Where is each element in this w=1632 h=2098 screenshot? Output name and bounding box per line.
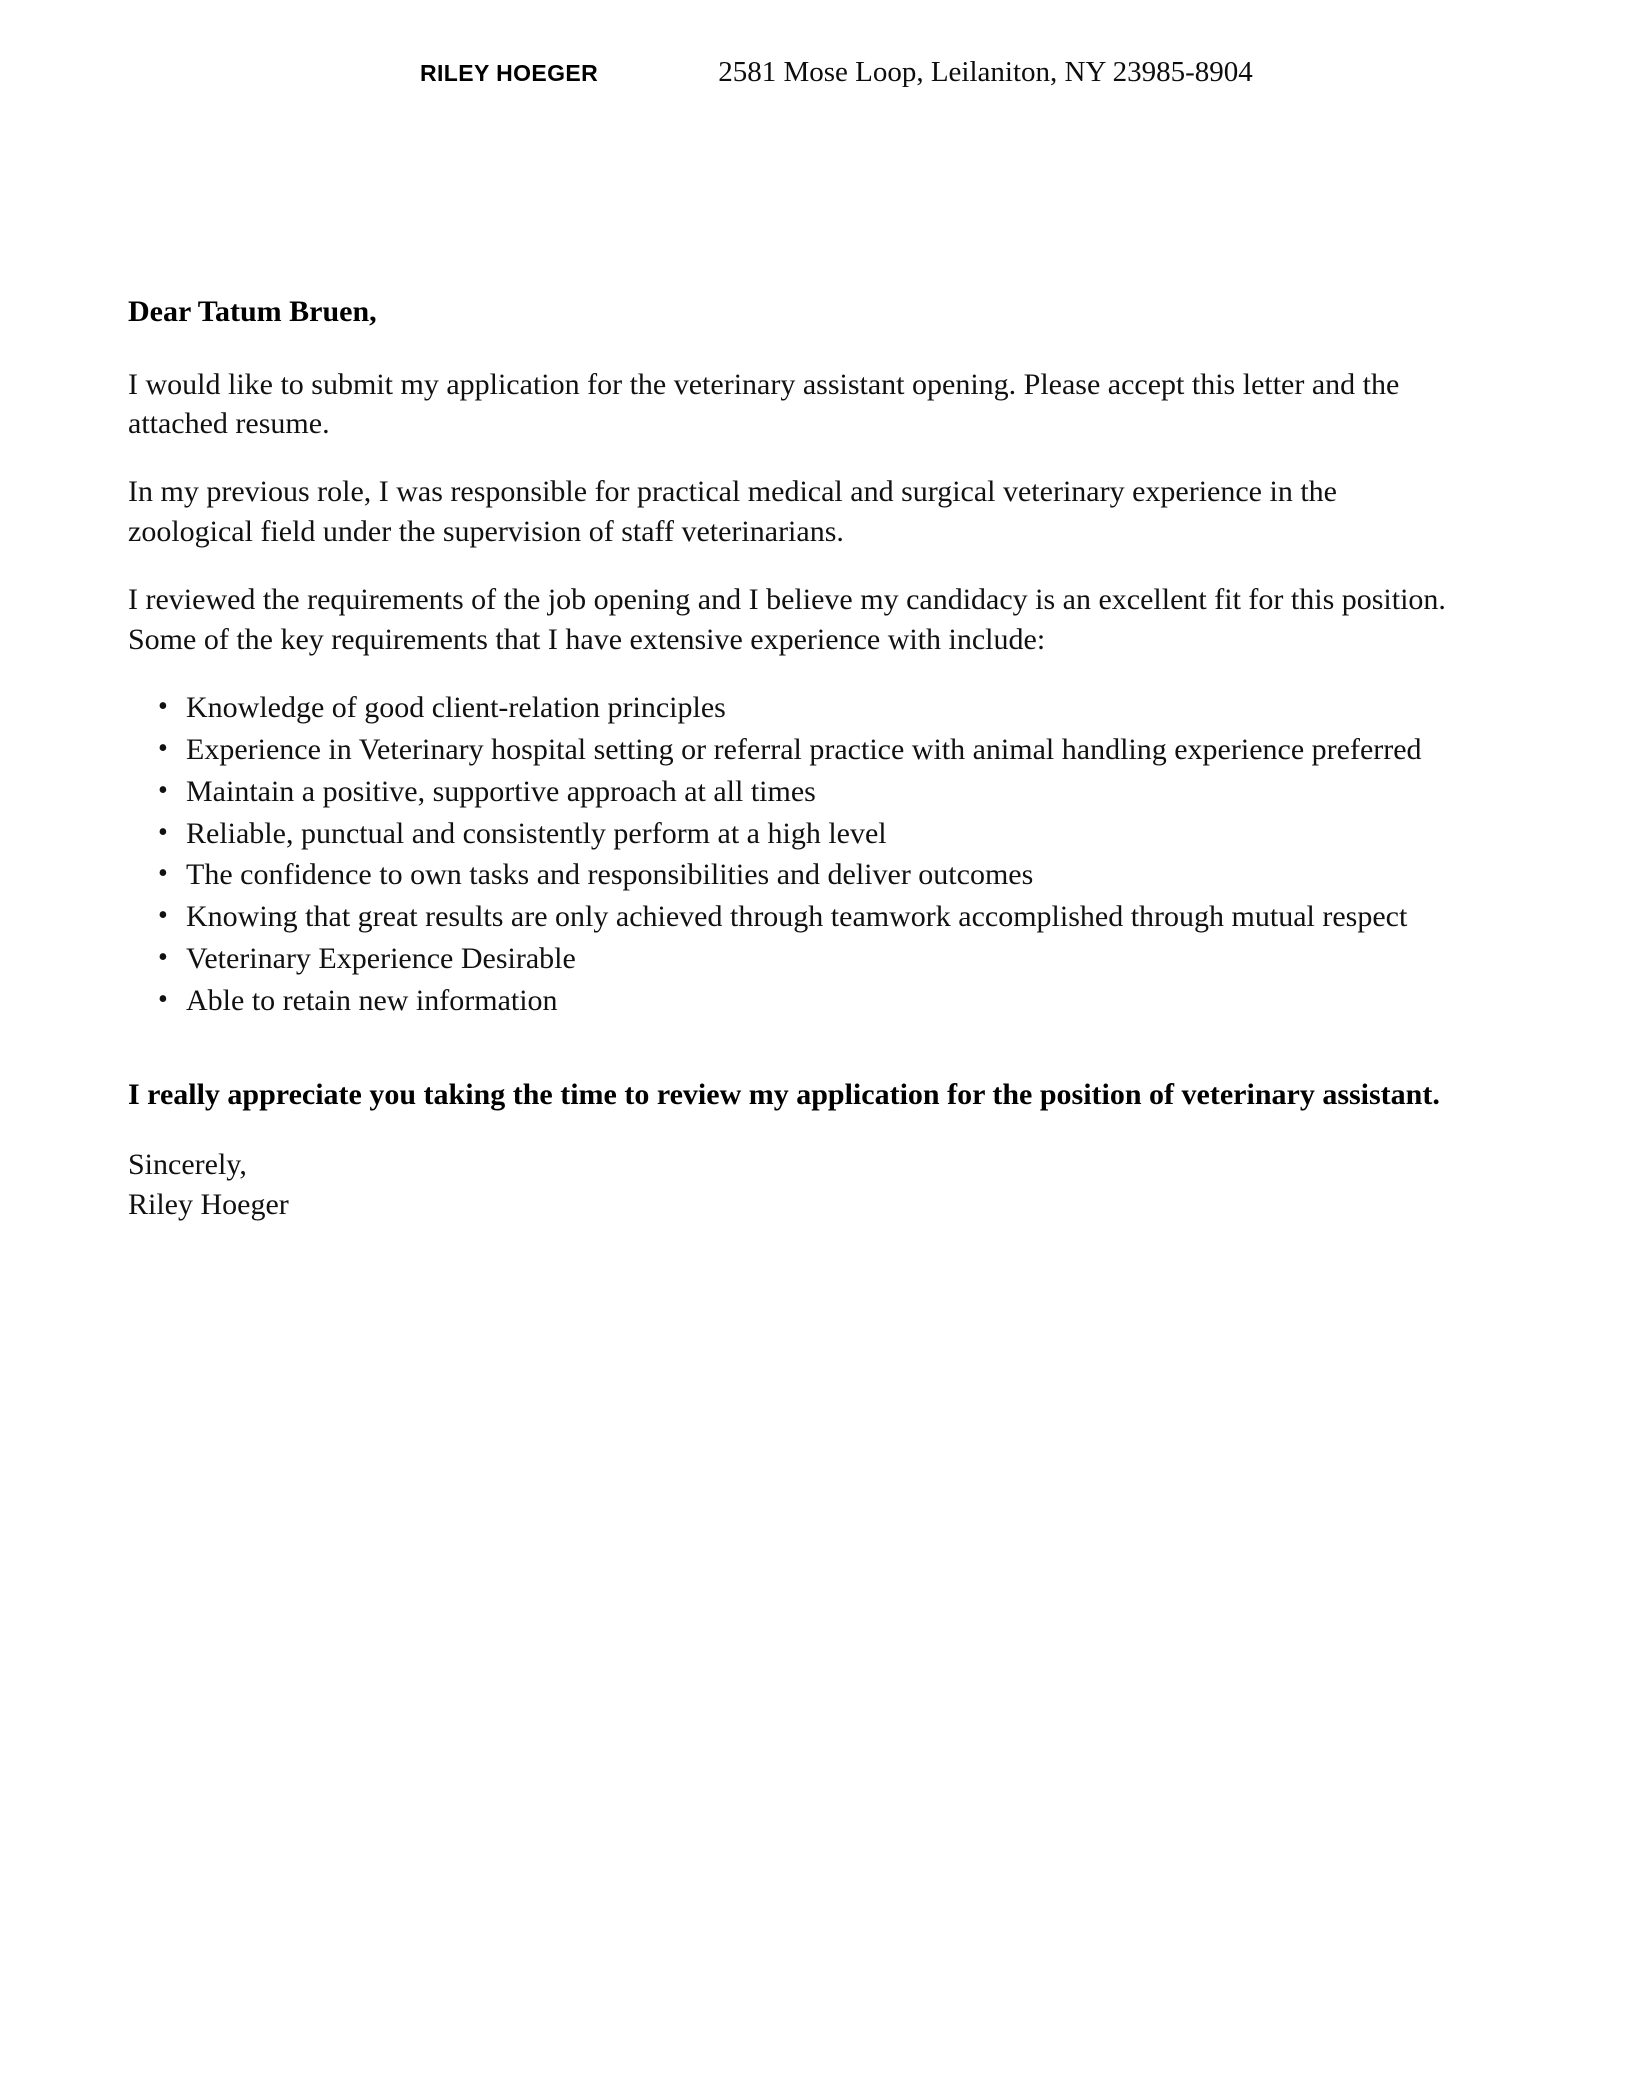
letter-body [128, 293, 1453, 1225]
list-item-label: Able to retain new information [186, 984, 558, 1018]
bullet-icon: • [158, 900, 168, 932]
list-item [158, 939, 1453, 979]
salutation: Dear Tatum Bruen, [128, 295, 377, 328]
list-item-label: The confidence to own tasks and responsibilities and deliver outcomes [186, 858, 1034, 892]
list-item-label: Experience in Veterinary hospital setting or referral practice with animal handling experience preferred [186, 732, 1422, 766]
bullet-icon: • [158, 774, 168, 806]
list-item [158, 855, 1453, 895]
bullet-icon: • [158, 816, 168, 848]
list-item [158, 981, 1453, 1021]
bullet-icon: • [158, 858, 168, 890]
list-item [158, 688, 1453, 728]
signoff-block [128, 1145, 1453, 1225]
list-item-label: Knowledge of good client-relation principles [186, 690, 726, 724]
bullet-icon: • [158, 732, 168, 764]
body-paragraph-3: I reviewed the requirements of the job opening and I believe my candidacy is an excellent fit for this position. Some of the key requirements that I have extensive experience with include: [128, 583, 1446, 656]
bullet-icon: • [158, 942, 168, 974]
letterhead-sender-name: RILEY HOEGER [420, 60, 599, 86]
list-item-label: Veterinary Experience Desirable [186, 942, 576, 976]
list-item [158, 730, 1453, 770]
list-item [158, 814, 1453, 854]
letterhead-sender-address: 2581 Mose Loop, Leilaniton, NY 23985-8904 [718, 56, 1253, 88]
list-item-label: Reliable, punctual and consistently perform at a high level [186, 816, 887, 850]
list-item [158, 772, 1453, 812]
list-item [158, 897, 1453, 937]
bullet-icon: • [158, 984, 168, 1016]
signature-name: Riley Hoeger [128, 1187, 289, 1221]
list-item-label: Maintain a positive, supportive approach at all times [186, 774, 816, 808]
letterhead [0, 56, 1632, 89]
valediction: Sincerely, [128, 1147, 247, 1181]
bullet-icon: • [158, 690, 168, 722]
body-paragraph-2: In my previous role, I was responsible for practical medical and surgical veterinary experience in the zoological field under the supervision of staff veterinarians. [128, 475, 1337, 549]
body-paragraph-1: I would like to submit my application for the veterinary assistant opening. Please accept this letter and the attached resume. [128, 367, 1400, 441]
closing-statement: I really appreciate you taking the time to review my application for the position of veterinary assistant. [128, 1077, 1440, 1111]
requirements-list [128, 688, 1453, 1021]
list-item-label: Knowing that great results are only achieved through teamwork accomplished through mutual respect [186, 900, 1408, 934]
